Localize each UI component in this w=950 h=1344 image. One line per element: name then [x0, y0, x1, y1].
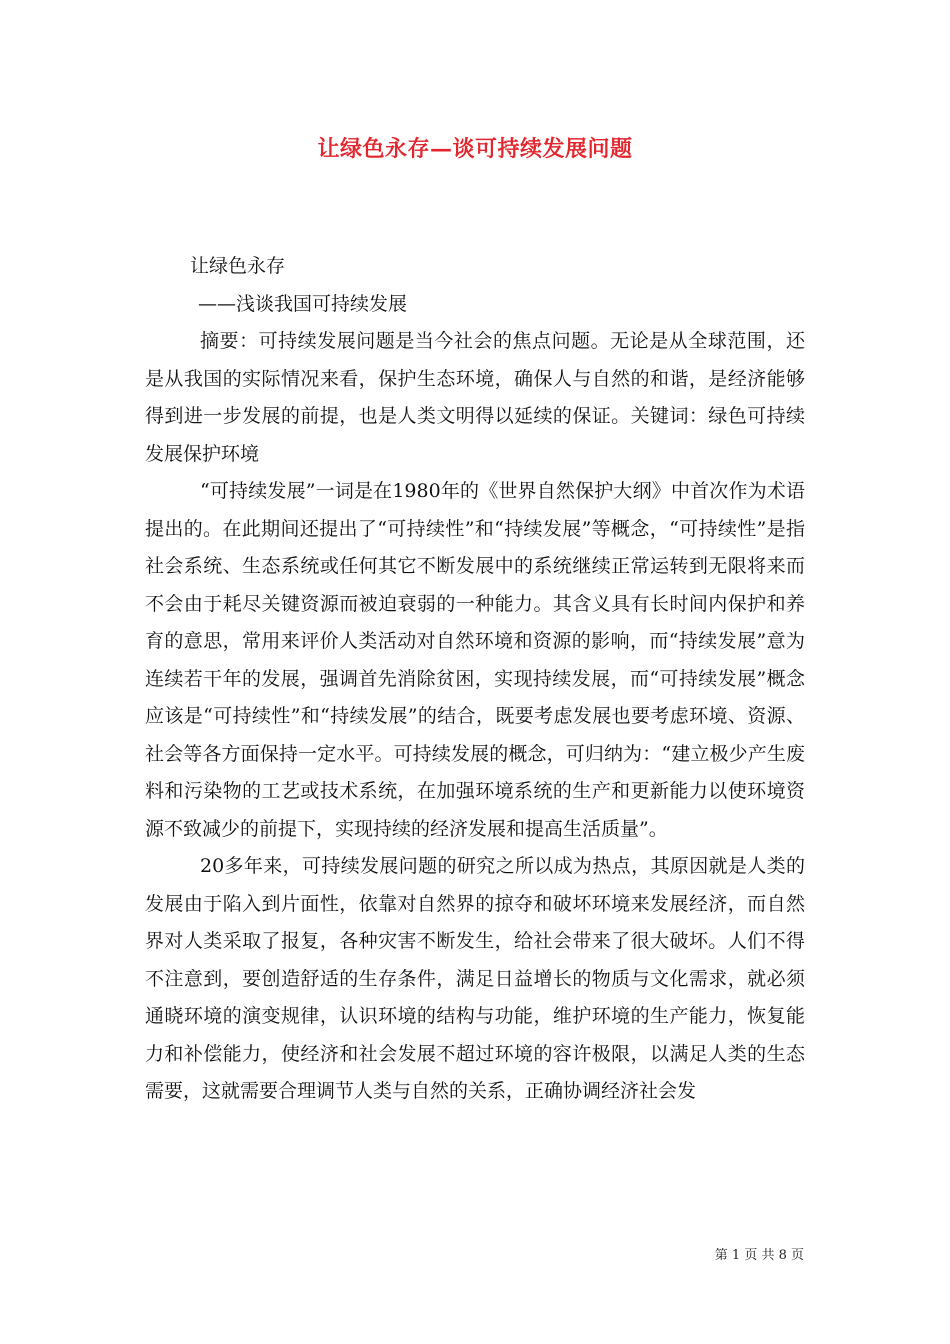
subtitle-secondary: ——浅谈我国可持续发展	[198, 292, 408, 315]
background-paragraph: 20多年来，可持续发展问题的研究之所以成为热点，其原因就是人类的发展由于陷入到片面性，依靠对自然界的掠夺和破坏环境来发展经济，而自然界对人类采取了报复，各种灾害不断发生，给社会带来了很大破坏。人们不得不注意到，要创造舒适的生存条件，满足日益增长的物质与文化需求，就必须通晓环境的演变规律，认识环境的结构与功能，维护环境的生产能力，恢复能力和补偿能力，使经济和社会发展不超过环境的容许极限，以满足人类的生态需要，这就需要合理调节人类与自然的关系，正确协调经济社会发	[145, 855, 805, 1102]
subtitle-main: 让绿色永存	[190, 255, 286, 277]
page-number: 第 1 页 共 8 页	[714, 1248, 804, 1263]
document-body	[145, 248, 805, 1111]
document-title: 让绿色永存—谈可持续发展问题	[317, 136, 633, 162]
abstract-paragraph: 摘要：可持续发展问题是当今社会的焦点问题。无论是从全球范围，还是从我国的实际情况来看，保护生态环境，确保人与自然的和谐，是经济能够得到进一步发展的前提，也是人类文明得以延续的保证。关键词：绿色可持续发展保护环境	[145, 330, 805, 465]
definition-paragraph: “可持续发展”一词是在1980年的《世界自然保护大纲》中首次作为术语提出的。在此期间还提出了“可持续性”和“持续发展”等概念，“可持续性”是指社会系统、生态系统或任何其它不断发展中的系统继续正常运转到无限将来而不会由于耗尽关键资源而被迫衰弱的一种能力。其含义具有长时间内保护和养育的意思，常用来评价人类活动对自然环境和资源的影响，而“持续发展”意为连续若干年的发展，强调首先消除贫困，实现持续发展，而“可持续发展”概念应该是“可持续性”和“持续发展”的结合，既要考虑发展也要考虑环境、资源、社会等各方面保持一定水平。可持续发展的概念，可归纳为：“建立极少产生废料和污染物的工艺或技术系统，在加强环境系统的生产和更新能力以使环境资源不致减少的前提下，实现持续的经济发展和提高生活质量”。	[145, 480, 805, 840]
